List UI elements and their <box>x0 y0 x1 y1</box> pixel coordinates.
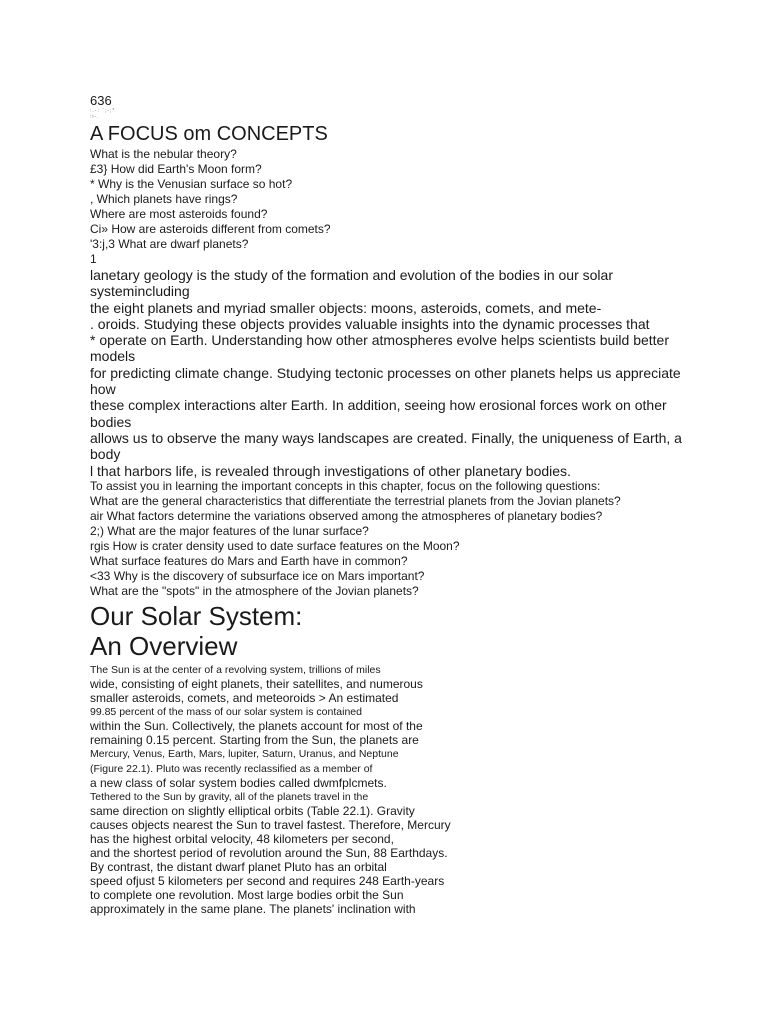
section-subtitle: An Overview <box>90 630 238 661</box>
body-line: approximately in the same plane. The planets' inclination with <box>90 902 416 917</box>
intro-line: how <box>90 381 116 398</box>
focus-question: 1 <box>90 252 97 266</box>
focus-question: What is the nebular theory? <box>90 147 237 161</box>
intro-line: allows us to observe the many ways landscapes are created. Finally, the uniqueness of Earth, a <box>90 429 682 446</box>
body-line: and the shortest period of revolution around the Sun, 88 Earthdays. <box>90 846 448 861</box>
overview-body-text <box>90 663 490 917</box>
focus-question: '3:j,3 What are dwarf planets? <box>90 237 249 251</box>
focus-concepts-heading: A FOCUS om CONCEPTS <box>90 123 328 145</box>
body-line: a new class of solar system bodies called dwmfplcmets. <box>90 775 387 790</box>
assist-line: What are the general characteristics that differentiate the terrestrial planets from the Jovian planets? <box>90 493 621 508</box>
body-line: 99.85 percent of the mass of our solar system is contained <box>90 706 362 719</box>
intro-line: for predicting climate change. Studying tectonic processes on other planets helps us appreciate <box>90 364 681 381</box>
intro-line: bodies <box>90 413 132 430</box>
intro-line: systemincluding <box>90 283 190 300</box>
body-line: Tethered to the Sun by gravity, all of the planets travel in the <box>90 790 369 803</box>
assist-line: air What factors determine the variations observed among the atmospheres of planetary bodies? <box>90 508 603 523</box>
assist-line: What are the "spots" in the atmosphere of the Jovian planets? <box>90 583 419 598</box>
body-line: speed ofjust 5 kilometers per second and requires 248 Earth-years <box>90 874 445 889</box>
body-line: By contrast, the distant dwarf planet Pluto has an orbital <box>90 860 387 875</box>
body-line: to complete one revolution. Most large bodies orbit the Sun <box>90 888 404 903</box>
intro-line: models <box>90 348 136 365</box>
intro-line: * operate on Earth. Understanding how other atmospheres evolve helps scientists build better <box>90 332 670 349</box>
assist-line: rgis How is crater density used to date surface features on the Moon? <box>90 538 460 553</box>
focus-question: Where are most asteroids found? <box>90 207 268 221</box>
assist-line: 2;) What are the major features of the lunar surface? <box>90 523 369 538</box>
assist-line: What surface features do Mars and Earth have in common? <box>90 553 408 568</box>
intro-line: l that harbors life, is revealed through investigations of other planetary bodies. <box>90 462 571 479</box>
focus-question: £3} How did Earth's Moon form? <box>90 162 262 176</box>
body-line: Mercury, Venus, Earth, Mars, lupiter, Saturn, Uranus, and Neptune <box>90 748 399 761</box>
body-line: causes objects nearest the Sun to travel fastest. Therefore, Mercury <box>90 817 451 832</box>
assist-line: <33 Why is the discovery of subsurface ice on Mars important? <box>90 568 425 583</box>
intro-line: . oroids. Studying these objects provides valuable insights into the dynamic processes that <box>90 315 650 332</box>
focus-question: Ci» How are asteroids different from comets? <box>90 222 331 236</box>
intro-line: the eight planets and myriad smaller objects: moons, asteroids, comets, and mete- <box>90 299 602 316</box>
body-line: has the highest orbital velocity, 48 kilometers per second, <box>90 831 394 846</box>
body-line: wide, consisting of eight planets, their satellites, and numerous <box>90 676 423 691</box>
body-line: (Figure 22.1). Pluto was recently reclassified as a member of <box>90 762 373 775</box>
focus-question: , Which planets have rings? <box>90 192 238 206</box>
scan-artifact-text: :i-. <box>90 114 100 120</box>
document-page <box>90 94 750 917</box>
body-line: within the Sun. Collectively, the planets account for most of the <box>90 719 423 734</box>
assist-questions <box>90 479 750 599</box>
focus-questions-list <box>90 147 750 267</box>
body-line: The Sun is at the center of a revolving system, trillions of miles <box>90 663 381 676</box>
scan-artifact-text: :.-: ¨;-;* <box>90 108 116 114</box>
intro-paragraph <box>90 267 750 479</box>
intro-line: body <box>90 446 121 463</box>
section-title: Our Solar System: <box>90 600 303 631</box>
assist-line: To assist you in learning the important concepts in this chapter, focus on the following questions: <box>90 478 601 493</box>
intro-line: lanetary geology is the study of the formation and evolution of the bodies in our solar <box>90 267 613 283</box>
focus-question: * Why is the Venusian surface so hot? <box>90 177 293 191</box>
body-line: same direction on slightly elliptical orbits (Table 22.1). Gravity <box>90 803 415 818</box>
page-number: 636 <box>90 93 112 108</box>
body-line: remaining 0.15 percent. Starting from the Sun, the planets are <box>90 733 419 748</box>
body-line: smaller asteroids, comets, and meteoroids > An estimated <box>90 691 399 706</box>
intro-line: these complex interactions alter Earth. In addition, seeing how erosional forces work on other <box>90 397 667 414</box>
